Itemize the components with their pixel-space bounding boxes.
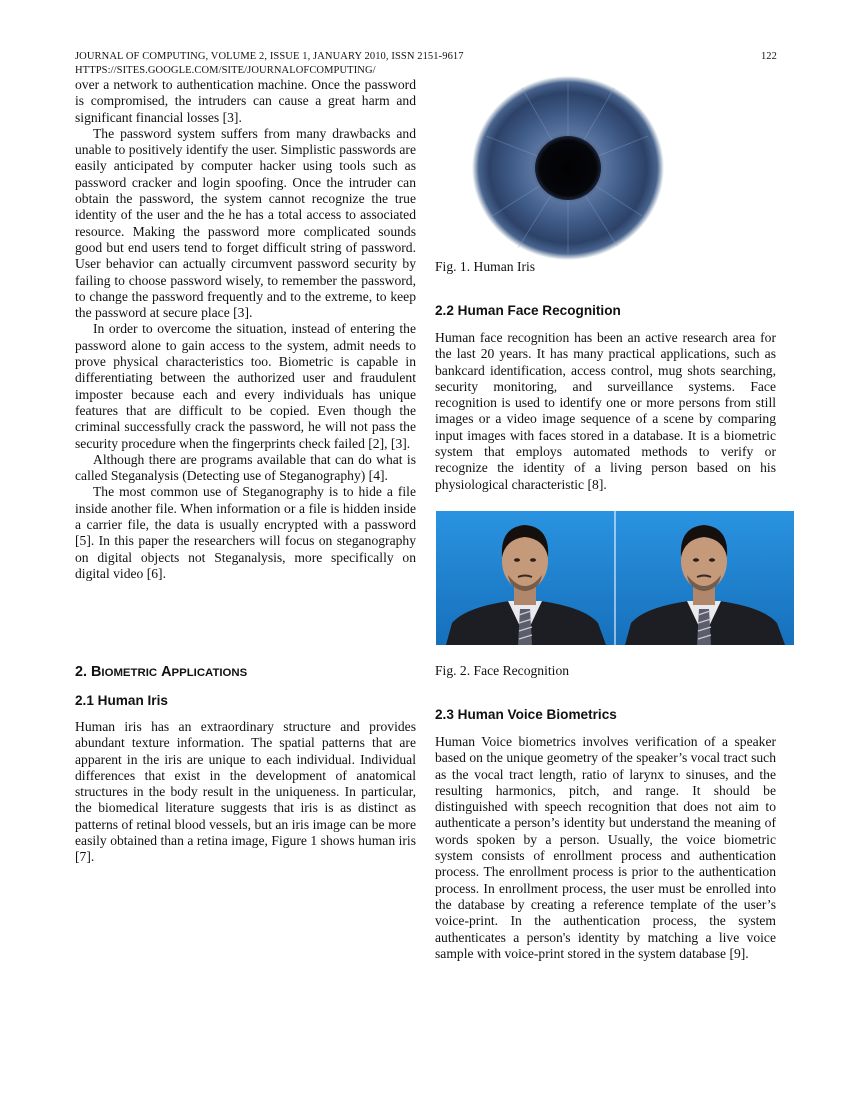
left-column-body [75,77,416,582]
heading-initial: A [161,664,172,680]
fig1-iris-image [472,76,664,260]
running-header [75,50,777,78]
paragraph: The most common use of Steganography is to hide a file inside another file. When information or a file is hidden inside a carrier file, the data is usually encrypted with a password [5]. In this paper the researchers will focus on steganography on digital objects not Steganalysis, more specifically on digital video [6]. [75,484,416,581]
section-2-1-body [75,719,416,866]
journal-url-line: HTTPS://SITES.GOOGLE.COM/SITE/JOURNALOFCOMPUTING/ [75,65,376,76]
section-2-3-heading: 2.3 Human Voice Biometrics [435,707,617,722]
section-2-2-body [435,330,776,493]
section-number: 2. [75,664,88,680]
heading-smallcaps: IOMETRIC [101,667,158,679]
face-photo-icon [436,511,794,645]
heading-smallcaps: PPLICATIONS [171,667,248,679]
journal-title-line: JOURNAL OF COMPUTING, VOLUME 2, ISSUE 1, JANUARY 2010, ISSN 2151-9617 [75,51,464,62]
paragraph: The password system suffers from many drawbacks and unable to positively identify the user. Simplistic passwords are easily anticipated by computer hacker using tools such as password cracker and login spoofing. Once the intruder can obtain the password, the system cannot recognize the true identity of the user and the he has a total access to associated resource. Making the password more complicated sounds good but end users tend to forget difficult string of password. User behavior can actually circumvent password security by failing to choose password wisely, to remember the password, to change the password frequently and to the extreme, to keep the password at secure place [3]. [75,125,416,321]
section-2-heading [75,664,247,680]
section-2-3-body [435,734,776,962]
paragraph: Human iris has an extraordinary structure and provides abundant texture information. The spatial patterns that are apparent in the iris are unique to each individual. Individual differences that exist in the development of anatomical structures in the body result in the uniqueness. In particular, the biomedical literature suggests that iris is as distinct as patterns of retinal blood vessels, but an iris image can be more easily obtained than a retina image, Figure 1 shows human iris [7]. [75,719,416,865]
section-2-1-heading: 2.1 Human Iris [75,693,168,708]
fig2-face-image [436,511,794,645]
paragraph: over a network to authentication machine. Once the password is compromised, the intruders can cause a great harm and significant financial losses [3]. [75,77,416,125]
page-number: 122 [760,51,777,62]
paragraph: Although there are programs available that can do what is called Steganalysis (Detecting use of Steganography) [4]. [75,451,416,484]
paragraph: Human face recognition has been an active research area for the last 20 years. It has many practical applications, such as bankcard identification, access control, mug shots searching, security monitoring, and surveillance systems. Face recognition is used to identify one or more persons from still images or a video image sequence of a scene by comparing input images with faces stored in a database. It is a biometric system that employs automated methods to verify or recognize the identity of a living person based on his physiological characteristic [8]. [435,330,776,492]
fig2-caption: Fig. 2. Face Recognition [435,663,570,678]
fig1-caption: Fig. 1. Human Iris [435,259,536,274]
iris-icon [472,76,664,260]
paragraph: Human Voice biometrics involves verification of a speaker based on the unique geometry of the speaker’s vocal tract such as the vocal tract length, ratio of larynx to sinuses, and the resulting harmonics, pitch, and range. It should be distinguished with speech recognition that does not aim to authenticate a person’s identity but understand the meaning of words spoken by a person. Usually, the voice biometric system consists of enrollment process and authentication process. The enrollment process is prior to the authentication process. In enrollment process, the user must be enrolled into the database by creating a reference template of the user’s voice-print. In the authentication process, the system authenticates a person's identity by matching a live voice sample with voice-print stored in the system database [9]. [435,734,776,961]
section-2-2-heading: 2.2 Human Face Recognition [435,303,621,318]
heading-initial: B [91,664,102,680]
paragraph: In order to overcome the situation, instead of entering the password alone to gain access to the system, admit needs to prove physical characteristics too. Biometric is capable in differentiating between the authorized user and fraudulent imposter because each and every individuals has unique features that are difficult to be copied. Even though the criminal successfully crack the password, he will not pass the security procedure when the fingerprints check failed [2], [3]. [75,321,416,451]
